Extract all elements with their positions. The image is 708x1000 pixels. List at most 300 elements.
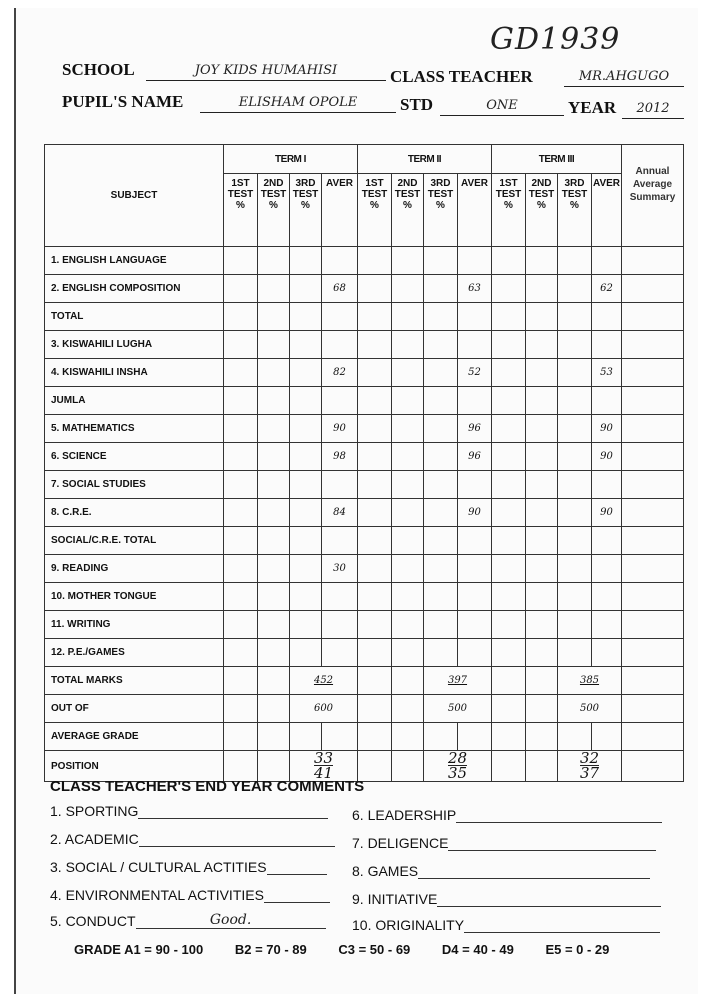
score-cell[interactable] [424,303,458,331]
subject-row [45,583,684,611]
term-2-out-of: 500 [424,695,492,723]
score-cell[interactable] [224,555,258,583]
comment-field[interactable] [138,802,328,819]
term-1-average[interactable] [322,471,358,499]
subject-label: SOCIAL/C.R.E. TOTAL [45,527,224,555]
score-cell[interactable] [358,611,392,639]
score-cell[interactable] [492,415,526,443]
score-cell[interactable] [558,275,592,303]
score-cell[interactable] [358,639,392,667]
subject-label: TOTAL [45,303,224,331]
score-cell[interactable] [358,331,392,359]
subject-row [45,611,684,639]
term-2-average[interactable]: 96 [458,415,492,443]
score-cell[interactable] [258,639,290,667]
comment-item [50,912,326,929]
score-cell[interactable] [558,499,592,527]
term-2-average[interactable] [458,247,492,275]
pupil-name-field[interactable]: ELISHAM OPOLE [200,94,396,113]
term-1-position-rank: 33 [313,749,334,767]
subject-row [45,527,684,555]
subject-label: 12. P.E./GAMES [45,639,224,667]
grade-c3: C3 = 50 - 69 [338,942,411,957]
score-cell[interactable] [224,639,258,667]
subject-row [45,499,684,527]
score-cell[interactable] [424,387,458,415]
average-grade-label: AVERAGE GRADE [45,723,224,751]
term-3-position-rank: 32 [579,749,600,767]
comment-field[interactable] [418,862,650,879]
term-3-average[interactable] [592,639,622,667]
score-cell[interactable] [224,583,258,611]
comment-field[interactable] [139,830,335,847]
annual-average-cell[interactable] [622,583,684,611]
subject-row [45,443,684,471]
score-cell[interactable] [558,583,592,611]
score-cell[interactable] [526,443,558,471]
total-marks-label: TOTAL MARKS [45,667,224,695]
annual-average-cell[interactable] [622,471,684,499]
term-3-average[interactable]: 90 [592,499,622,527]
subject-label: 11. WRITING [45,611,224,639]
annual-average-cell[interactable] [622,275,684,303]
comment-label: 7. DELIGENCE [352,835,449,851]
term-1-average[interactable] [322,583,358,611]
comment-label: 1. SPORTING [50,803,139,819]
term-1-average[interactable] [322,331,358,359]
score-cell[interactable] [224,527,258,555]
score-cell[interactable] [258,387,290,415]
term-1-average[interactable]: 90 [322,415,358,443]
score-cell[interactable] [224,247,258,275]
score-cell[interactable] [224,443,258,471]
annual-average-cell[interactable] [622,415,684,443]
score-cell[interactable] [526,583,558,611]
score-cell[interactable] [358,275,392,303]
term-2-average[interactable]: 63 [458,275,492,303]
score-cell[interactable] [358,583,392,611]
term-2-average[interactable] [458,331,492,359]
term-2-position-rank: 28 [447,749,468,767]
term-1-average[interactable] [322,611,358,639]
score-cell[interactable] [526,639,558,667]
score-cell[interactable] [290,583,322,611]
score-cell[interactable] [492,471,526,499]
score-cell[interactable] [358,471,392,499]
score-cell[interactable] [290,443,322,471]
score-cell[interactable] [258,555,290,583]
term-3-position [558,751,622,782]
term-1-average[interactable] [322,303,358,331]
subject-label: 2. ENGLISH COMPOSITION [45,275,224,303]
term-3-average[interactable] [592,527,622,555]
grade-key [74,942,637,957]
score-cell[interactable] [392,247,424,275]
score-cell[interactable] [492,443,526,471]
grade-b2: B2 = 70 - 89 [234,942,307,957]
comment-field[interactable] [437,890,661,907]
score-cell[interactable] [526,471,558,499]
score-cell[interactable] [558,303,592,331]
score-cell[interactable] [358,499,392,527]
term-2-average[interactable] [458,471,492,499]
score-cell[interactable] [392,471,424,499]
score-cell[interactable] [258,247,290,275]
annual-average-cell[interactable] [622,555,684,583]
score-cell[interactable] [258,583,290,611]
term-2-average[interactable] [458,583,492,611]
term-1-column-heading: AVER [322,174,358,247]
score-cell[interactable] [258,359,290,387]
comment-field[interactable] [264,886,330,903]
term-2-column-heading: 3RD TEST % [424,174,458,247]
subject-label: 5. MATHEMATICS [45,415,224,443]
term-2-average[interactable] [458,639,492,667]
score-cell[interactable] [290,275,322,303]
term-3-total-marks: 385 [558,667,622,695]
score-cell[interactable] [224,611,258,639]
term-3-out-of: 500 [558,695,622,723]
term-3-average[interactable]: 53 [592,359,622,387]
subject-label: 1. ENGLISH LANGUAGE [45,247,224,275]
score-cell[interactable] [424,639,458,667]
score-cell[interactable] [492,359,526,387]
term-1-column-heading: 2ND TEST % [258,174,290,247]
year-label: YEAR [568,98,617,117]
subject-label: 10. MOTHER TONGUE [45,583,224,611]
subject-row [45,331,684,359]
term-3-average[interactable] [592,471,622,499]
score-cell[interactable] [424,583,458,611]
term-2-position-class-size: 35 [447,764,468,782]
score-cell[interactable] [526,247,558,275]
term-1-average[interactable]: 68 [322,275,358,303]
score-cell[interactable] [392,331,424,359]
comment-label: 2. ACADEMIC [50,831,139,847]
score-cell[interactable] [358,443,392,471]
score-cell[interactable] [558,387,592,415]
score-cell[interactable] [492,611,526,639]
annual-average-cell[interactable] [622,499,684,527]
term-3-average[interactable] [592,303,622,331]
comment-item [50,802,328,819]
term-2-total-marks: 397 [424,667,492,695]
term-1-average[interactable]: 82 [322,359,358,387]
score-cell[interactable] [424,611,458,639]
score-cell[interactable] [290,387,322,415]
score-cell[interactable] [258,527,290,555]
score-cell[interactable] [392,303,424,331]
term-1-average[interactable]: 98 [322,443,358,471]
score-cell[interactable] [290,555,322,583]
term-3-average[interactable] [592,247,622,275]
score-cell[interactable] [290,527,322,555]
score-cell[interactable] [424,331,458,359]
score-cell[interactable] [558,247,592,275]
comment-item [352,834,656,851]
score-cell[interactable] [290,415,322,443]
term-1-average[interactable] [322,527,358,555]
score-cell[interactable] [492,387,526,415]
grade-d4: D4 = 40 - 49 [441,942,514,957]
comment-label: 6. LEADERSHIP [352,807,457,823]
score-cell[interactable] [290,471,322,499]
score-cell[interactable] [526,275,558,303]
subject-row [45,639,684,667]
term-3-average[interactable] [592,583,622,611]
annual-average-heading: Annual Average Summary [622,145,684,247]
score-cell[interactable] [358,387,392,415]
subject-row [45,359,684,387]
score-cell[interactable] [224,359,258,387]
score-cell[interactable] [526,527,558,555]
position-label: POSITION [45,751,224,782]
comment-label: 5. CONDUCT [50,913,136,929]
term-3-average[interactable]: 90 [592,443,622,471]
subject-heading: SUBJECT [45,145,224,247]
score-cell[interactable] [492,639,526,667]
score-cell[interactable] [526,555,558,583]
term-2-column-heading: 1ST TEST % [358,174,392,247]
comment-field[interactable] [464,916,660,933]
score-cell[interactable] [290,331,322,359]
score-cell[interactable] [392,387,424,415]
term-2-average[interactable] [458,555,492,583]
annual-average-cell[interactable] [622,443,684,471]
term-3-position-class-size: 37 [579,764,600,782]
score-cell[interactable] [424,415,458,443]
term-2-average[interactable]: 90 [458,499,492,527]
school-field[interactable]: JOY KIDS HUMAHISI [146,62,386,81]
score-cell[interactable] [492,275,526,303]
term-2-column-heading: AVER [458,174,492,247]
score-cell[interactable] [392,443,424,471]
subject-row [45,247,684,275]
term-3-heading: TERM III [492,145,622,174]
term-3-average[interactable] [592,387,622,415]
score-cell[interactable] [258,275,290,303]
comment-item [352,916,660,933]
annual-average-cell[interactable] [622,247,684,275]
term-1-average[interactable] [322,639,358,667]
score-cell[interactable] [492,331,526,359]
score-cell[interactable] [526,387,558,415]
score-cell[interactable] [424,275,458,303]
comment-label: 4. ENVIRONMENTAL ACTIVITIES [50,887,264,903]
annual-average-cell[interactable] [622,387,684,415]
term-2-average[interactable]: 96 [458,443,492,471]
score-cell[interactable] [392,275,424,303]
subject-label: 4. KISWAHILI INSHA [45,359,224,387]
score-cell[interactable] [558,415,592,443]
score-cell[interactable] [258,611,290,639]
term-2-average[interactable] [458,527,492,555]
score-cell[interactable] [424,527,458,555]
std-label: STD [400,95,434,114]
term-3-average[interactable] [592,555,622,583]
annual-average-cell[interactable] [622,639,684,667]
score-cell[interactable] [526,331,558,359]
score-cell[interactable] [258,443,290,471]
document-reference-number: GD1939 [490,22,621,57]
score-cell[interactable] [392,527,424,555]
score-cell[interactable] [224,499,258,527]
score-cell[interactable] [290,359,322,387]
std-field[interactable]: ONE [440,97,564,116]
term-1-average[interactable]: 84 [322,499,358,527]
comment-item [50,830,335,847]
annual-average-cell[interactable] [622,331,684,359]
score-cell[interactable] [358,415,392,443]
score-cell[interactable] [290,303,322,331]
term-1-out-of: 600 [290,695,358,723]
score-cell[interactable] [290,611,322,639]
score-cell[interactable] [392,555,424,583]
subject-label: 8. C.R.E. [45,499,224,527]
comment-label: 3. SOCIAL / CULTURAL ACTITIES [50,859,267,875]
class-teacher-field[interactable]: MR.AHGUGO [564,68,684,87]
score-cell[interactable] [290,639,322,667]
score-cell[interactable] [424,247,458,275]
school-label: SCHOOL [62,60,135,79]
score-cell[interactable] [258,415,290,443]
score-cell[interactable] [558,555,592,583]
score-cell[interactable] [392,611,424,639]
score-cell[interactable] [224,471,258,499]
subject-label: 6. SCIENCE [45,443,224,471]
comment-field[interactable]: Good. [136,912,326,929]
score-cell[interactable] [290,247,322,275]
subject-row [45,275,684,303]
score-cell[interactable] [558,639,592,667]
term-3-column-heading: 3RD TEST % [558,174,592,247]
score-cell[interactable] [424,359,458,387]
score-cell[interactable] [424,555,458,583]
score-cell[interactable] [526,415,558,443]
score-cell[interactable] [526,611,558,639]
term-3-average[interactable] [592,331,622,359]
subject-row [45,387,684,415]
term-2-average[interactable]: 52 [458,359,492,387]
term-3-column-heading: 1ST TEST % [492,174,526,247]
term-2-average[interactable] [458,387,492,415]
subject-row [45,471,684,499]
score-cell[interactable] [558,331,592,359]
score-cell[interactable] [526,303,558,331]
score-cell[interactable] [392,359,424,387]
subject-label: 9. READING [45,555,224,583]
score-cell[interactable] [258,499,290,527]
score-cell[interactable] [358,527,392,555]
score-cell[interactable] [526,499,558,527]
score-cell[interactable] [258,303,290,331]
term-3-average[interactable] [592,611,622,639]
score-cell[interactable] [358,247,392,275]
score-cell[interactable] [492,499,526,527]
comment-label: 9. INITIATIVE [352,891,438,907]
year-field[interactable]: 2012 [622,100,684,119]
annual-average-cell[interactable] [622,611,684,639]
score-cell[interactable] [558,611,592,639]
score-cell[interactable] [392,639,424,667]
score-cell[interactable] [392,583,424,611]
score-cell[interactable] [258,471,290,499]
score-cell[interactable] [526,359,558,387]
score-cell[interactable] [224,303,258,331]
term-3-column-heading: 2ND TEST % [526,174,558,247]
score-cell[interactable] [358,359,392,387]
score-cell[interactable] [224,387,258,415]
score-cell[interactable] [392,499,424,527]
term-2-heading: TERM II [358,145,492,174]
annual-average-cell[interactable] [622,359,684,387]
term-1-average[interactable]: 30 [322,555,358,583]
score-cell[interactable] [358,555,392,583]
term-1-column-heading: 3RD TEST % [290,174,322,247]
score-cell[interactable] [558,471,592,499]
subject-row [45,555,684,583]
score-cell[interactable] [492,583,526,611]
annual-average-cell[interactable] [622,303,684,331]
term-1-average[interactable] [322,387,358,415]
annual-average-cell[interactable] [622,527,684,555]
score-cell[interactable] [392,415,424,443]
score-cell[interactable] [358,303,392,331]
score-cell[interactable] [424,443,458,471]
subject-row [45,303,684,331]
comment-field[interactable] [456,806,662,823]
comment-item [50,886,330,903]
term-2-average[interactable] [458,611,492,639]
term-3-average[interactable]: 90 [592,415,622,443]
term-1-position-class-size: 41 [313,764,334,782]
score-cell[interactable] [224,415,258,443]
score-cell[interactable] [224,331,258,359]
score-cell[interactable] [492,247,526,275]
term-1-average[interactable] [322,247,358,275]
term-2-column-heading: 2ND TEST % [392,174,424,247]
term-1-column-heading: 1ST TEST % [224,174,258,247]
comment-field[interactable] [448,834,656,851]
score-cell[interactable] [492,303,526,331]
comment-field[interactable] [267,858,327,875]
subject-label: 3. KISWAHILI LUGHA [45,331,224,359]
score-cell[interactable] [558,359,592,387]
grade-a1: GRADE A1 = 90 - 100 [74,942,204,957]
out-of-label: OUT OF [45,695,224,723]
term-2-average[interactable] [458,303,492,331]
term-1-position [290,751,358,782]
score-cell[interactable] [424,499,458,527]
term-3-average[interactable]: 62 [592,275,622,303]
comment-item [352,862,650,879]
score-cell[interactable] [558,443,592,471]
subject-label: 7. SOCIAL STUDIES [45,471,224,499]
score-cell[interactable] [424,471,458,499]
score-cell[interactable] [224,275,258,303]
class-teacher-label: CLASS TEACHER [390,67,533,86]
results-table [44,144,684,782]
subject-label: JUMLA [45,387,224,415]
score-cell[interactable] [558,527,592,555]
score-cell[interactable] [258,331,290,359]
comment-item [50,858,327,875]
score-cell[interactable] [290,499,322,527]
score-cell[interactable] [492,555,526,583]
comment-item [352,806,662,823]
term-1-heading: TERM I [224,145,358,174]
score-cell[interactable] [492,527,526,555]
